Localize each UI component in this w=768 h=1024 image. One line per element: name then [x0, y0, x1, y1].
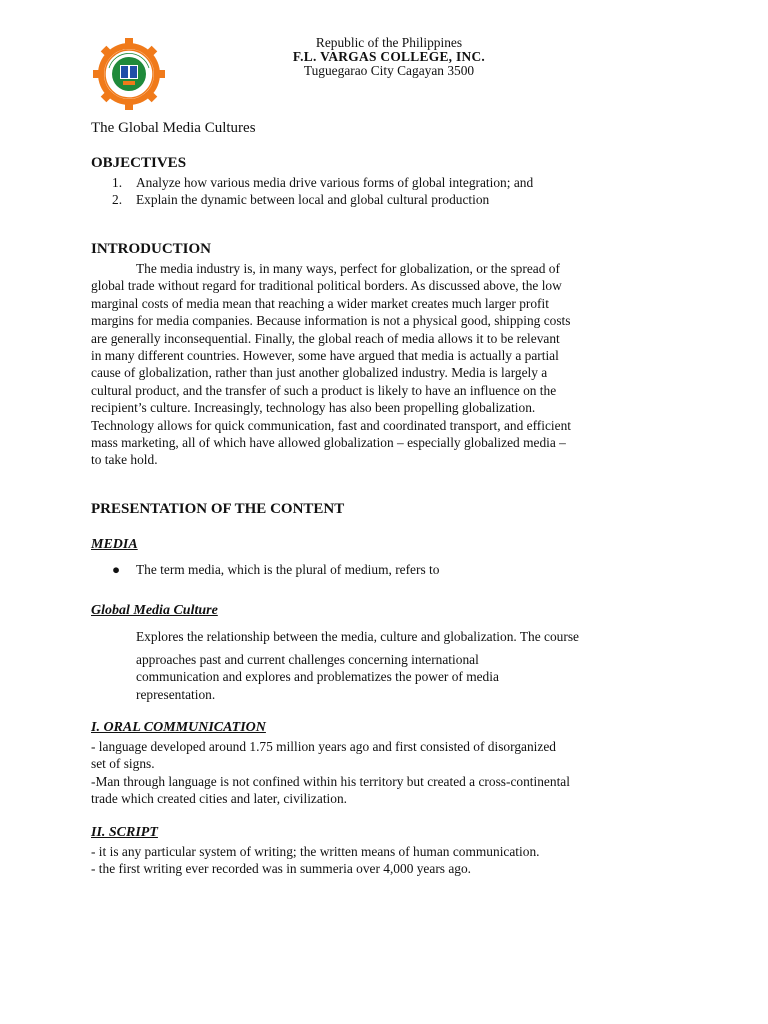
media-bullet	[112, 562, 439, 578]
bullet-line: approaches past and current challenges concerning international	[136, 652, 479, 667]
paragraph-line: Technology allows for quick communication, fast and coordinated transport, and efficient	[91, 417, 571, 433]
bullet-dot-icon: ●	[112, 562, 121, 577]
bullet-first-line: Explores the relationship between the media, culture and globalization. The course	[136, 629, 579, 644]
paragraph-line: are generally inconsequential. Finally, the global reach of media allows it to be relevant	[91, 330, 560, 346]
paragraph-line: margins for media companies. Because information is not a physical good, shipping costs	[91, 313, 571, 329]
college-address: Tuguegarao City Cagayan 3500	[303, 63, 475, 78]
objectives-heading: OBJECTIVES	[91, 155, 187, 171]
college-name: F.L. VARGAS COLLEGE, INC.	[292, 49, 486, 64]
paragraph-line: marginal costs of media mean that reaching a wider market creates much larger profit	[91, 295, 549, 311]
script-heading: II. SCRIPT	[91, 825, 158, 840]
bullet-line: representation.	[136, 686, 216, 702]
paragraph-line: cultural product, and the transfer of such a product is likely to have an influence on the	[91, 382, 557, 398]
text-line: - it is any particular system of writing; the written means of human communication.	[91, 844, 540, 859]
text-line: set of signs.	[91, 756, 155, 772]
paragraph-line: in many different countries. However, some have argued that media is actually a partial	[91, 348, 559, 364]
paragraph-line: The media industry is, in many ways, perfect for globalization, or the spread of	[136, 261, 560, 276]
bullet-line: communication and explores and problematizes the power of media	[136, 669, 499, 685]
paragraph-line: to take hold.	[91, 452, 158, 468]
objective-text: Analyze how various media drive various forms of global integration; and	[136, 175, 534, 190]
global-media-culture-heading: Global Media Culture	[91, 603, 218, 618]
republic-line: Republic of the Philippines	[315, 35, 463, 50]
paragraph-line: cause of globalization, rather than just another globalized industry. Media is largely a	[91, 365, 548, 381]
oral-communication-heading: I. ORAL COMMUNICATION	[91, 720, 266, 735]
bullet-continuation	[136, 651, 586, 703]
introduction-heading: INTRODUCTION	[91, 241, 212, 257]
paragraph-line: mass marketing, all of which have allowed globalization – especially globalized media –	[91, 435, 566, 451]
college-logo	[93, 38, 165, 110]
objective-text: Explain the dynamic between local and global cultural production	[136, 192, 490, 207]
script-text	[91, 843, 681, 878]
text-line: -Man through language is not confined within his territory but created a cross-continental	[91, 773, 570, 789]
media-heading: MEDIA	[91, 537, 138, 552]
presentation-heading: PRESENTATION OF THE CONTENT	[91, 501, 345, 517]
objective-number: 1.	[112, 175, 123, 190]
paragraph-line: global trade without regard for traditional political borders. As discussed above, the low	[91, 278, 562, 294]
introduction-paragraph	[91, 260, 676, 469]
letterhead	[230, 36, 548, 78]
objective-number: 2.	[112, 192, 123, 207]
text-line: trade which created cities and later, civilization.	[91, 791, 347, 807]
text-line: - language developed around 1.75 million years ago and first consisted of disorganized	[91, 739, 556, 754]
objective-item	[112, 175, 533, 191]
paragraph-line: recipient’s culture. Increasingly, technology has also been propelling globalization.	[91, 400, 536, 416]
bullet-text: The term media, which is the plural of medium, refers to	[136, 562, 440, 577]
text-line: - the first writing ever recorded was in summeria over 4,000 years ago.	[91, 861, 472, 877]
oral-communication-text	[91, 738, 681, 808]
document-title: The Global Media Cultures	[91, 120, 256, 136]
objective-item	[112, 192, 489, 208]
